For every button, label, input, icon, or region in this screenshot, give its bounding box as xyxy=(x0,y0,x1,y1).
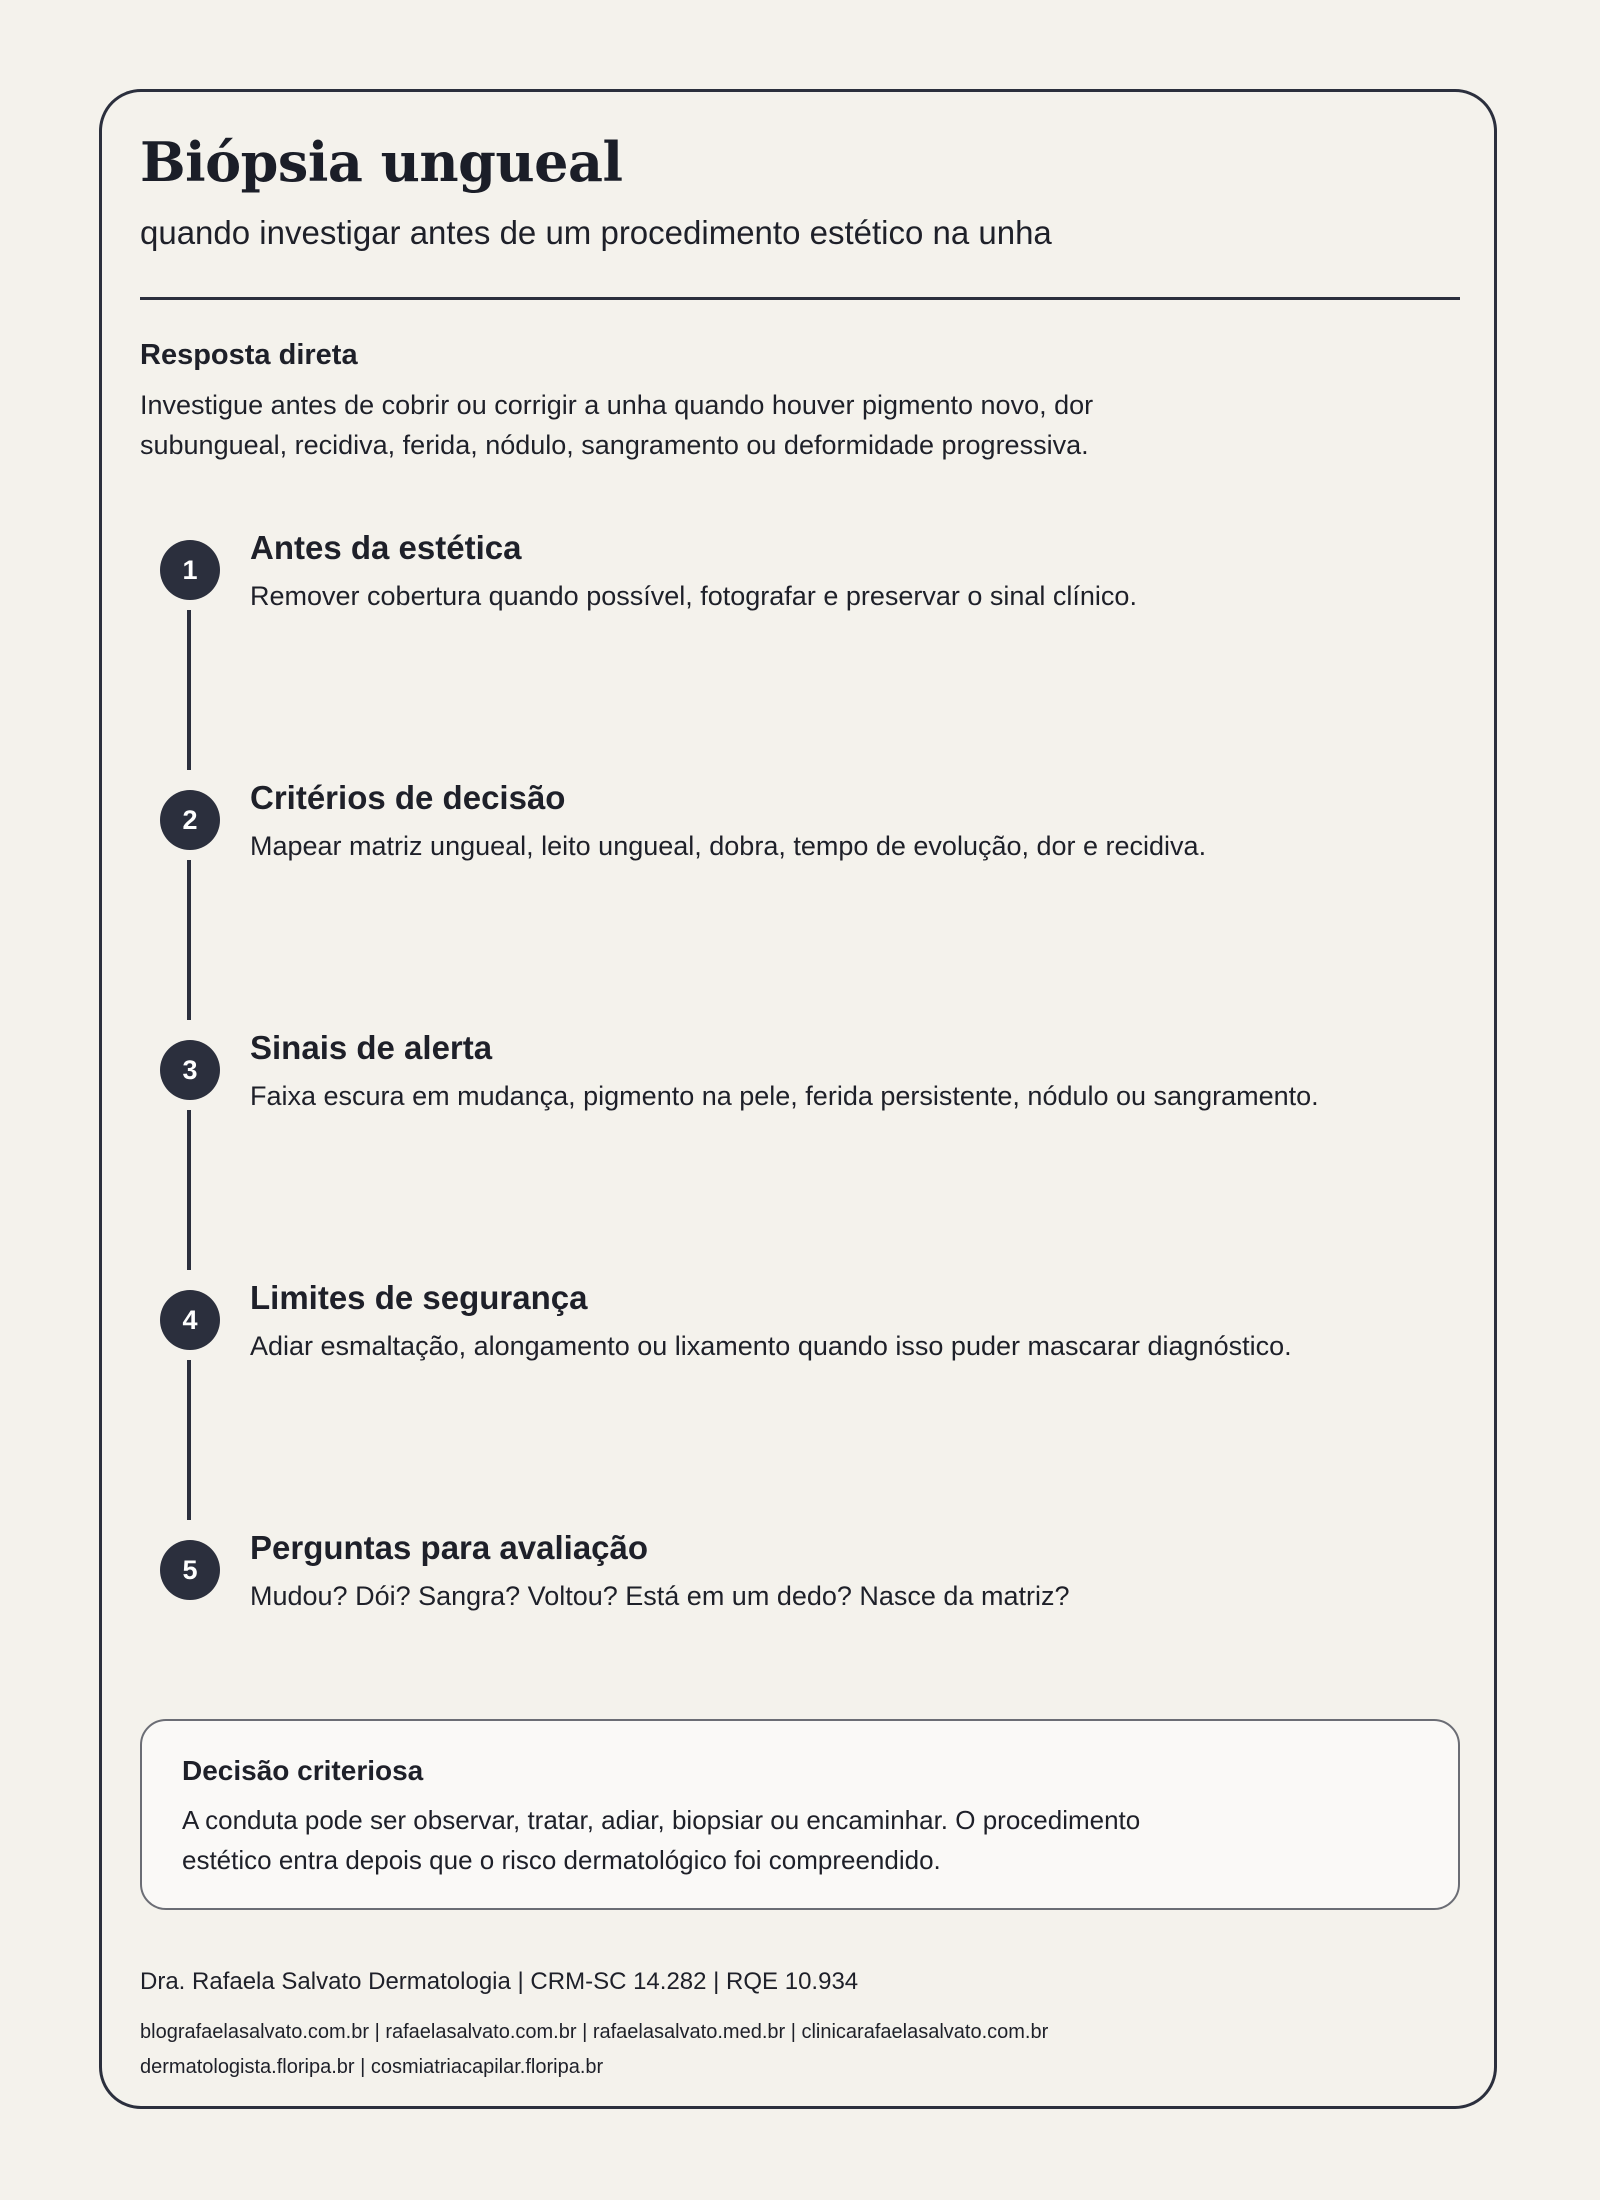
step-number-2: 2 xyxy=(160,790,220,850)
step-number-5: 5 xyxy=(160,1540,220,1600)
step-text-1: Remover cobertura quando possível, fotografar e preservar o sinal clínico. xyxy=(250,581,1137,611)
step-title-2: Critérios de decisão xyxy=(250,779,566,816)
footer-links-line-1: blografaelasalvato.com.br | rafaelasalvato.com.br | rafaelasalvato.med.br | clinicarafaelasalvato.com.br xyxy=(140,2021,1049,2043)
answer-text: Investigue antes de cobrir ou corrigir a unha quando houver pigmento novo, dor subungueal, recidiva, ferida, nódulo, sangramento ou deformidade progressiva. xyxy=(140,390,1094,460)
step-text-2: Mapear matriz ungueal, leito ungueal, dobra, tempo de evolução, dor e recidiva. xyxy=(250,831,1207,861)
step-text-5: Mudou? Dói? Sangra? Voltou? Está em um dedo? Nasce da matriz? xyxy=(250,1581,1070,1611)
decision-text: A conduta pode ser observar, tratar, adiar, biopsiar ou encaminhar. O procedimento estético entra depois que o risco dermatológico foi compreendido. xyxy=(182,1805,1141,1875)
step-title-5: Perguntas para avaliação xyxy=(250,1529,649,1566)
footer-links-line-2: dermatologista.floripa.br | cosmiatriacapilar.floripa.br xyxy=(140,2056,604,2078)
step-connector-3 xyxy=(187,1110,191,1270)
decision-callout xyxy=(140,1719,1460,1910)
step-title-4: Limites de segurança xyxy=(250,1279,588,1316)
step-text-4: Adiar esmaltação, alongamento ou lixamento quando isso puder mascarar diagnóstico. xyxy=(250,1331,1292,1361)
footer-credit: Dra. Rafaela Salvato Dermatologia | CRM-SC 14.282 | RQE 10.934 xyxy=(140,1968,859,1995)
step-connector-2 xyxy=(187,860,191,1020)
step-number-1: 1 xyxy=(160,540,220,600)
step-text-3: Faixa escura em mudança, pigmento na pele, ferida persistente, nódulo ou sangramento. xyxy=(250,1081,1319,1111)
step-title-3: Sinais de alerta xyxy=(250,1029,493,1066)
divider xyxy=(140,297,1460,300)
answer-heading: Resposta direta xyxy=(140,339,358,371)
step-number-3: 3 xyxy=(160,1040,220,1100)
step-connector-4 xyxy=(187,1360,191,1520)
footer-links xyxy=(140,2015,1048,2085)
decision-heading: Decisão criteriosa xyxy=(182,1755,424,1786)
page-subtitle: quando investigar antes de um procedimento estético na unha xyxy=(140,214,1052,251)
step-title-1: Antes da estética xyxy=(250,529,522,566)
step-connector-1 xyxy=(187,610,191,770)
page-title: Biópsia ungueal xyxy=(140,130,623,194)
step-number-4: 4 xyxy=(160,1290,220,1350)
